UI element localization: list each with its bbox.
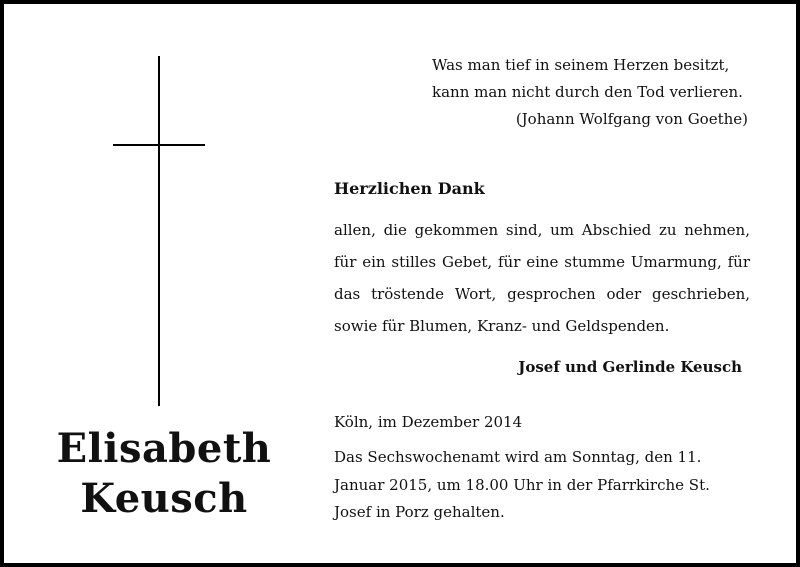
thanks-signature: Josef und Gerlinde Keusch xyxy=(518,358,742,376)
cross-vertical-beam xyxy=(158,56,160,406)
thanks-body: allen, die gekommen sind, um Abschied zu nehmen, für ein stilles Gebet, für eine stumme Umarmung, für das tröstende Wort, gesprochen oder geschrieben, sowie für Blumen, Kranz- und Geldspenden. xyxy=(334,221,750,335)
quote-line-1: Was man tief in seinem Herzen besitzt, xyxy=(432,56,730,74)
thanks-heading: Herzlichen Dank xyxy=(334,179,485,198)
deceased-name xyxy=(44,424,284,524)
cross-horizontal-beam xyxy=(113,144,205,146)
deceased-last-name: Keusch xyxy=(80,475,248,522)
quote-author: (Johann Wolfgang von Goethe) xyxy=(515,110,748,128)
place-date: Köln, im Dezember 2014 xyxy=(334,413,523,431)
goethe-quote xyxy=(432,52,752,133)
quote-line-2: kann man nicht durch den Tod verlieren. xyxy=(432,83,743,101)
deceased-first-name: Elisabeth xyxy=(56,425,272,472)
service-announcement: Das Sechswochenamt wird am Sonntag, den 11. Januar 2015, um 18.00 Uhr in der Pfarrkirche St. Josef in Porz gehalten. xyxy=(334,448,710,521)
